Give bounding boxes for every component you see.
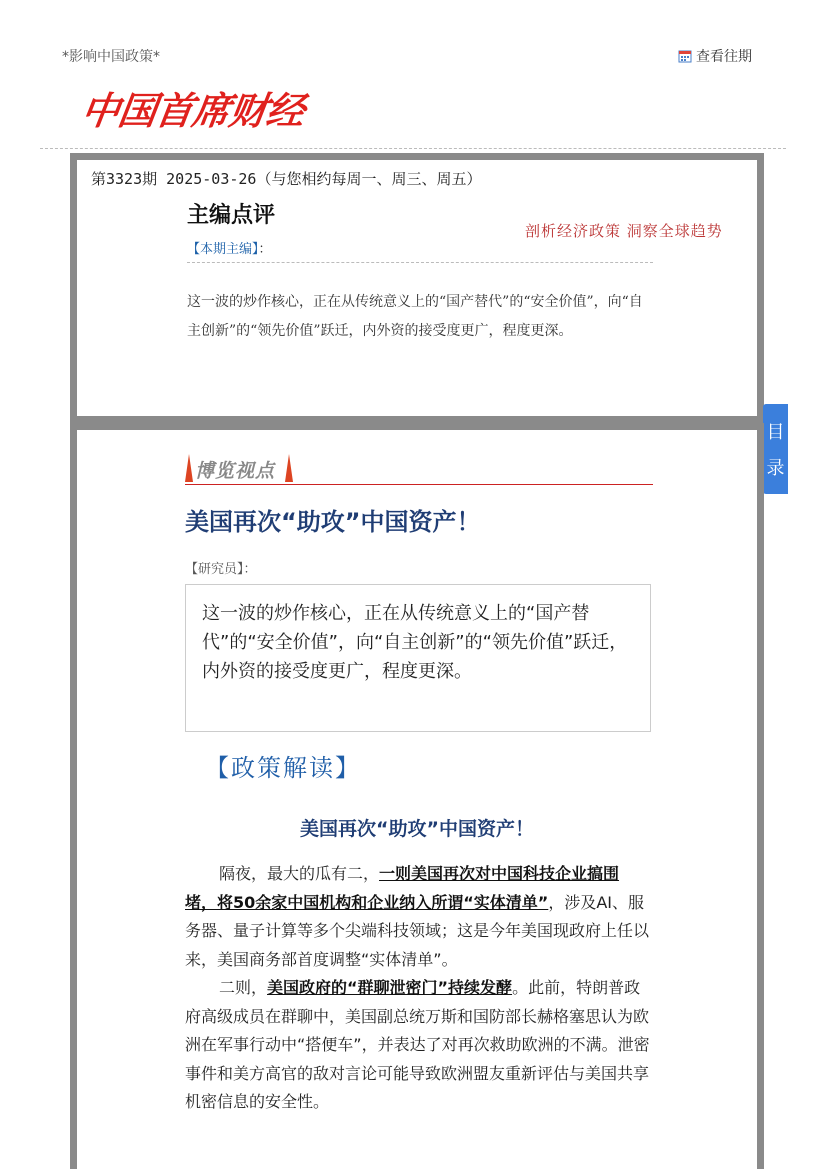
toc-tab-char-2: 录 — [766, 458, 785, 479]
banner-flag-right-icon — [285, 454, 293, 482]
editor-label-suffix: ： — [258, 242, 272, 257]
calendar-icon — [678, 49, 692, 63]
issue-line: 第3323期 2025-03-26（与您相约每周一、周三、周五） — [91, 170, 482, 188]
toc-tab-char-1: 目 — [766, 422, 785, 443]
editor-label-bracket: 【本期主编】 — [187, 242, 259, 257]
archive-label: 查看往期 — [696, 49, 752, 65]
editorial-divider — [187, 262, 653, 263]
header-divider — [40, 148, 786, 149]
editorial-panel — [70, 153, 764, 423]
toc-tab[interactable] — [763, 404, 788, 494]
summary-quote: 这一波的炒作核心，正在从传统意义上的“国产替代”的“安全价值”，向“自主创新”的“领先价值”跃迁，内外资的接受度更广，程度更深。 — [185, 584, 651, 732]
article-title: 美国再次“助攻”中国资产！ — [185, 508, 481, 536]
article-panel — [70, 423, 764, 1169]
p1-rest: ，涉及AI、服务器、量子计算等多个尖端科技领域；这是今年美国现政府上任以来，美国商务部首度调整“实体清单”。 — [185, 892, 650, 969]
archive-link[interactable] — [678, 46, 752, 66]
editor-label — [187, 238, 272, 257]
editorial-body: 这一波的炒作核心，正在从传统意义上的“国产替代”的“安全价值”，向“自主创新”的“领先价值”跃迁，内外资的接受度更广，程度更深。 — [187, 294, 643, 339]
p2-lead: 二则， — [219, 978, 268, 997]
brand-logo: 中国首席财经 — [78, 89, 307, 133]
section-banner-label: 博览视点 — [195, 460, 276, 482]
banner-flag-left-icon — [185, 454, 193, 482]
editorial-title: 主编点评 — [187, 203, 276, 228]
policy-heading: 【政策解读】 — [205, 754, 361, 782]
article-subtitle: 美国再次“助攻”中国资产！ — [300, 818, 534, 840]
p1-lead: 隔夜，最大的瓜有二， — [219, 864, 380, 883]
p2-rest: 。此前，特朗普政府高级成员在群聊中，美国副总统万斯和国防部长赫格塞思认为欧洲在军事行动中“搭便车”，并表达了对再次救助欧洲的不满。泄密事件和美方高官的敌对言论可能导致欧洲盟友重新评估与美国共享机密信息的安全性。 — [185, 978, 650, 1111]
slogan: 剖析经济政策 洞察全球趋势 — [525, 222, 723, 240]
section-banner — [185, 450, 653, 485]
tagline: *影响中国政策* — [62, 49, 160, 65]
paragraph-2 — [185, 974, 651, 1117]
p1-highlight: 一则美国再次对中国科技企业搞围堵，将50余家中国机构和企业纳入所谓“实体清单” — [185, 864, 620, 912]
paragraph-1 — [185, 860, 651, 974]
p2-highlight: 美国政府的“群聊泄密门”持续发酵 — [267, 978, 513, 997]
researcher-label: 【研究员】： — [185, 562, 257, 577]
